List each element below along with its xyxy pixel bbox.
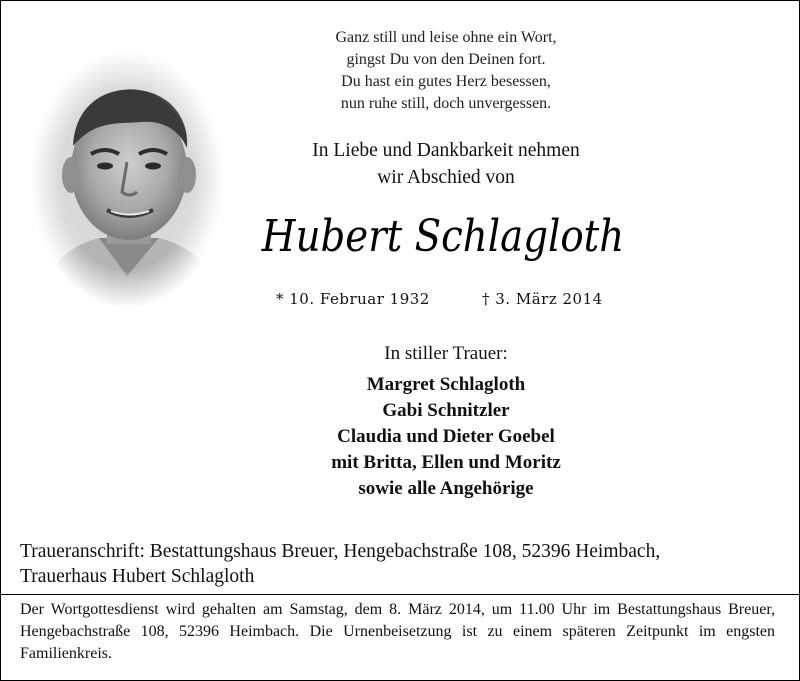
farewell-intro bbox=[251, 137, 641, 191]
address-line: Trauerhaus Hubert Schlagloth bbox=[20, 565, 255, 587]
service-info: Der Wortgottesdienst wird gehalten am Samstag, dem 8. März 2014, um 11.00 Uhr im Bestattungshaus Breuer, Hengebachstraße 108, 52396 Heimbach. Die Urnenbeisetzung ist zu einem späteren Zeitpunkt im engsten Familienkreis. bbox=[20, 601, 775, 662]
address-line: Traueranschrift: Bestattungshaus Breuer, Hengebachstraße 108, 52396 Heimbach, bbox=[20, 541, 661, 562]
poem-line: nun ruhe still, doch unvergessen. bbox=[340, 95, 552, 112]
poem-line: Du hast ein gutes Herz besessen, bbox=[341, 73, 551, 90]
mourner-name: Claudia und Dieter Goebel bbox=[337, 426, 555, 447]
mourner-name: Gabi Schnitzler bbox=[382, 400, 510, 421]
deceased-name: Hubert Schlagloth bbox=[261, 211, 625, 262]
mourner-name: Margret Schlagloth bbox=[366, 374, 526, 395]
mourning-label: In stiller Trauer: bbox=[384, 343, 508, 364]
birth-date: * 10. Februar 1932 bbox=[276, 290, 430, 308]
poem-line: gingst Du von den Deinen fort. bbox=[346, 51, 546, 68]
intro-line: In Liebe und Dankbarkeit nehmen bbox=[312, 140, 580, 161]
poem-verse bbox=[251, 27, 641, 115]
mourner-list bbox=[251, 372, 641, 502]
mourning-address bbox=[20, 540, 785, 589]
death-date: † 3. März 2014 bbox=[482, 290, 603, 308]
mourner-name: sowie alle Angehörige bbox=[358, 478, 534, 499]
portrait-photo bbox=[29, 50, 225, 308]
section-divider bbox=[1, 594, 799, 595]
poem-line: Ganz still und leise ohne ein Wort, bbox=[335, 29, 557, 46]
mourner-name: mit Britta, Ellen und Moritz bbox=[331, 452, 561, 473]
intro-line: wir Abschied von bbox=[377, 167, 515, 188]
